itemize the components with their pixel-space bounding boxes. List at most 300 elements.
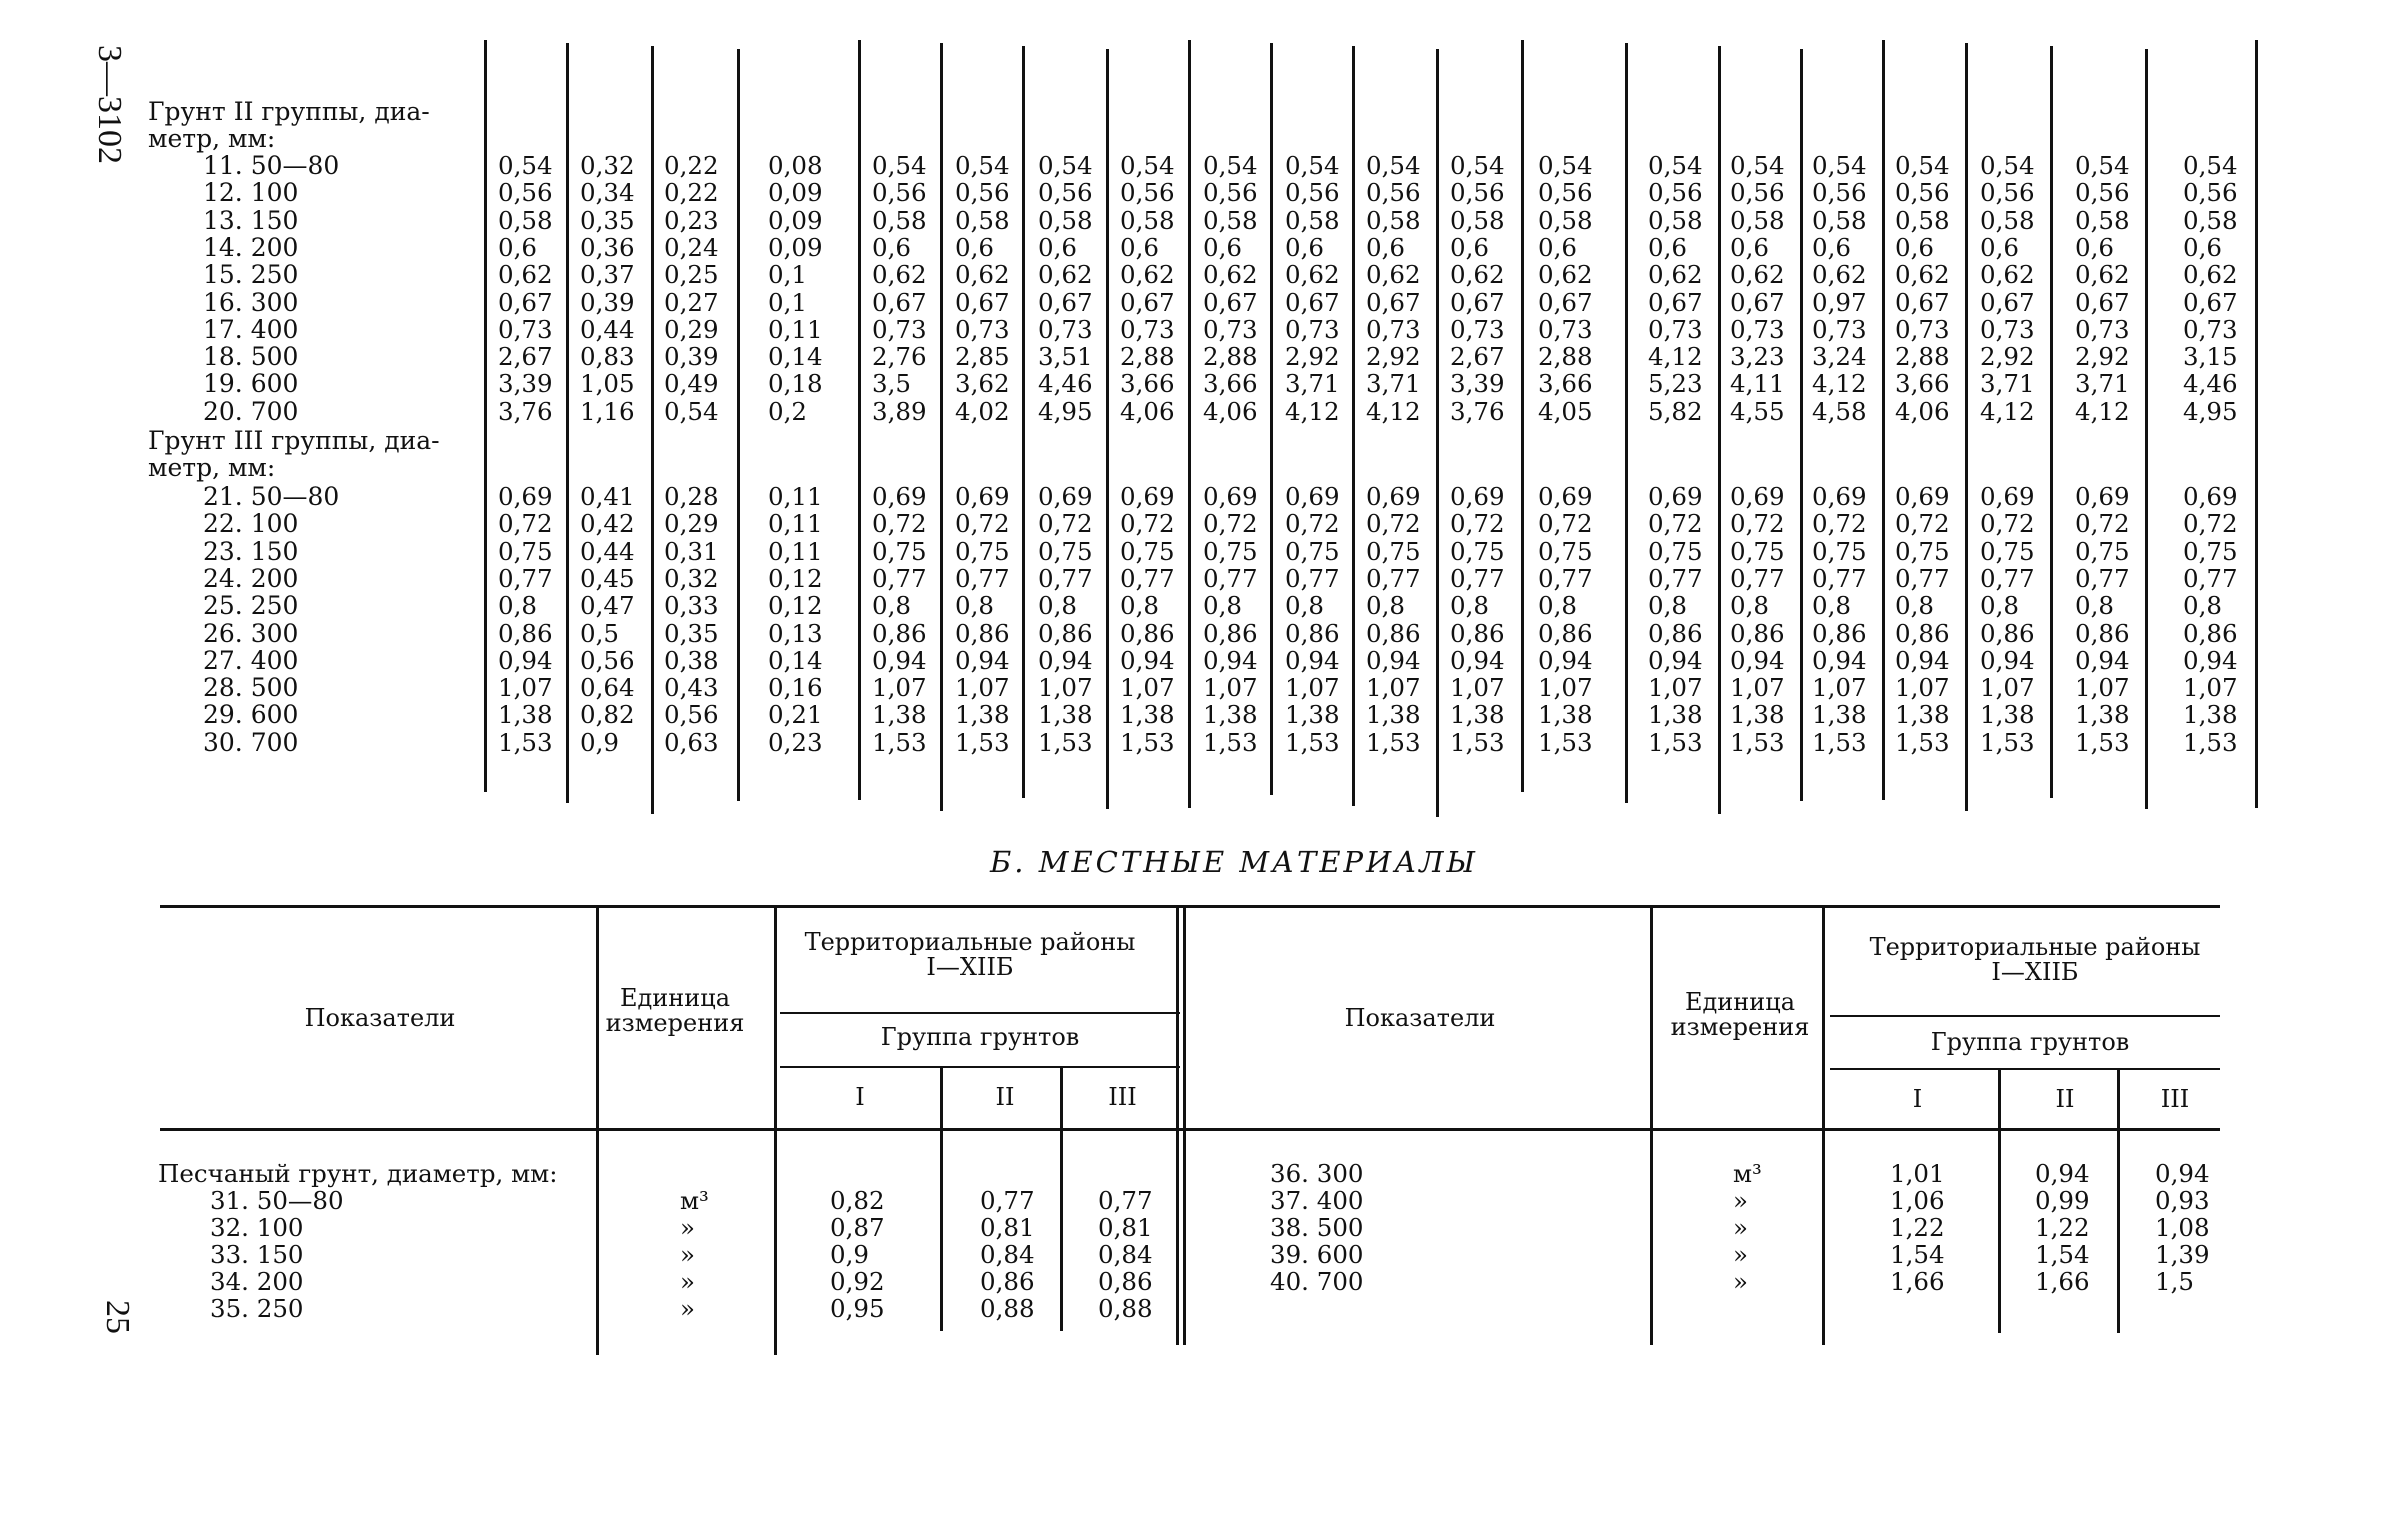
table-cell: 0,43 — [664, 673, 719, 703]
table-cell: 0,77 — [1812, 563, 1867, 593]
table-cell: 0,67 — [1038, 287, 1093, 317]
table-cell: 0,73 — [2075, 314, 2130, 344]
table-cell: 0,77 — [1038, 563, 1093, 593]
table-cell: 0,6 — [1038, 232, 1077, 262]
unit-cell: » — [680, 1213, 695, 1242]
table-cell: 0,67 — [1895, 287, 1950, 317]
table-cell: 4,12 — [1285, 396, 1340, 426]
table-cell: 0,39 — [580, 287, 635, 317]
unit-cell: » — [1733, 1240, 1748, 1269]
value-group-i: 0,87 — [830, 1213, 885, 1242]
table-cell: 2,92 — [2075, 342, 2130, 372]
table-top-rule — [160, 905, 2220, 908]
table-cell: 0,58 — [1648, 205, 1703, 235]
table-cell: 0,29 — [664, 314, 719, 344]
table-cell: 0,77 — [1366, 563, 1421, 593]
table-cell: 0,8 — [1538, 591, 1577, 621]
header-group-ii-right: II — [2055, 1085, 2075, 1113]
table-cell: 0,54 — [872, 151, 927, 180]
table-cell: 0,56 — [955, 178, 1010, 208]
table-cell: 0,58 — [1812, 205, 1867, 235]
header-group-iii-left: III — [1108, 1083, 1137, 1111]
table-cell: 1,38 — [1648, 700, 1703, 730]
table-cell: 1,38 — [872, 700, 927, 730]
table-cell: 0,56 — [1980, 178, 2035, 208]
table-cell: 1,07 — [1366, 673, 1421, 703]
table-cell: 1,53 — [872, 727, 927, 757]
table-cell: 0,8 — [955, 591, 994, 621]
table-cell: 0,58 — [1038, 205, 1093, 235]
table-cell: 1,38 — [1730, 700, 1785, 730]
table-cell: 2,88 — [1895, 342, 1950, 372]
table-cell: 0,94 — [955, 645, 1010, 675]
table-cell: 0,6 — [2075, 232, 2114, 262]
table-cell: 0,6 — [1450, 232, 1489, 262]
table-cell: 0,86 — [1812, 618, 1867, 648]
table-cell: 0,77 — [2183, 563, 2238, 593]
table-cell: 0,77 — [955, 563, 1010, 593]
table-cell: 0,31 — [664, 536, 719, 566]
table-cell: 0,75 — [1203, 536, 1258, 566]
table-cell: 0,23 — [664, 205, 719, 235]
group2-header-line2: метр, мм: — [148, 124, 276, 153]
table-cell: 0,75 — [1812, 536, 1867, 566]
table-cell: 0,67 — [1366, 287, 1421, 317]
table-cell: 0,35 — [664, 618, 719, 648]
table-cell: 0,75 — [1038, 536, 1093, 566]
table-cell: 0,69 — [955, 482, 1010, 511]
table-cell: 0,16 — [768, 673, 823, 703]
table-cell: 1,53 — [1120, 727, 1175, 757]
regions-rule-left — [780, 1012, 1180, 1014]
column-rule — [940, 43, 943, 811]
value-group-iii: 0,84 — [1098, 1240, 1153, 1269]
table-cell: 0,8 — [1366, 591, 1405, 621]
value-group-ii: 1,22 — [2035, 1213, 2090, 1242]
table-cell: 0,75 — [1366, 536, 1421, 566]
table-cell: 0,8 — [1980, 591, 2019, 621]
table-cell: 1,07 — [872, 673, 927, 703]
table-cell: 0,72 — [1285, 509, 1340, 539]
table-cell: 0,75 — [1980, 536, 2035, 566]
table-cell: 0,73 — [1120, 314, 1175, 344]
table-cell: 0,8 — [1038, 591, 1077, 621]
table-cell: 0,62 — [955, 260, 1010, 290]
table-cell: 0,62 — [2075, 260, 2130, 290]
table-cell: 3,5 — [872, 369, 911, 399]
table-cell: 1,07 — [2183, 673, 2238, 703]
table-cell: 0,44 — [580, 536, 635, 566]
table-cell: 0,62 — [1203, 260, 1258, 290]
table-cell: 0,6 — [1285, 232, 1324, 262]
table-cell: 0,75 — [955, 536, 1010, 566]
sand-group-label: Песчаный грунт, диаметр, мм: — [158, 1159, 558, 1188]
table-cell: 0,54 — [1203, 151, 1258, 180]
table-cell: 0,77 — [1895, 563, 1950, 593]
table-cell: 1,07 — [498, 673, 553, 703]
table-cell: 0,37 — [580, 260, 635, 290]
table-cell: 0,86 — [2183, 618, 2238, 648]
table-cell: 0,62 — [1038, 260, 1093, 290]
table-cell: 0,86 — [1895, 618, 1950, 648]
table-cell: 1,07 — [1285, 673, 1340, 703]
value-group-i: 1,54 — [1890, 1240, 1945, 1269]
table-cell: 0,41 — [580, 482, 635, 511]
table-cell: 0,86 — [1285, 618, 1340, 648]
table-cell: 0,86 — [1366, 618, 1421, 648]
table-cell: 4,55 — [1730, 396, 1785, 426]
table-cell: 3,71 — [1980, 369, 2035, 399]
table-cell: 1,38 — [1450, 700, 1505, 730]
table-cell: 1,07 — [1120, 673, 1175, 703]
table-cell: 0,94 — [1730, 645, 1785, 675]
table-cell: 1,38 — [955, 700, 1010, 730]
table-cell: 0,22 — [664, 151, 719, 180]
table-cell: 0,54 — [498, 151, 553, 180]
table-cell: 0,28 — [664, 482, 719, 511]
table-cell: 0,86 — [498, 618, 553, 648]
table-cell: 4,46 — [1038, 369, 1093, 399]
table-cell: 1,38 — [1038, 700, 1093, 730]
unit-cell: » — [1733, 1186, 1748, 1215]
table-cell: 2,88 — [1203, 342, 1258, 372]
table-cell: 0,73 — [1203, 314, 1258, 344]
column-rule — [1718, 46, 1721, 814]
table-cell: 0,94 — [1538, 645, 1593, 675]
table-cell: 3,51 — [1038, 342, 1093, 372]
table-cell: 0,54 — [1730, 151, 1785, 180]
table-cell: 0,6 — [1980, 232, 2019, 262]
table-cell: 0,94 — [1120, 645, 1175, 675]
table-cell: 1,07 — [2075, 673, 2130, 703]
table-cell: 3,76 — [1450, 396, 1505, 426]
table-cell: 1,53 — [1538, 727, 1593, 757]
column-rule — [2050, 46, 2053, 798]
table-cell: 1,07 — [1730, 673, 1785, 703]
table-cell: 0,8 — [1450, 591, 1489, 621]
table-cell: 0,56 — [664, 700, 719, 730]
row-label: 29. 600 — [203, 700, 299, 730]
table-cell: 3,66 — [1203, 369, 1258, 399]
table-cell: 0,56 — [2183, 178, 2238, 208]
value-group-ii: 0,81 — [980, 1213, 1035, 1242]
vrule-unit-left — [596, 905, 599, 1355]
table-cell: 0,12 — [768, 591, 823, 621]
table-cell: 1,53 — [1730, 727, 1785, 757]
table-cell: 0,77 — [1980, 563, 2035, 593]
table-cell: 0,13 — [768, 618, 823, 648]
table-cell: 0,54 — [1980, 151, 2035, 180]
table-cell: 0,9 — [580, 727, 619, 757]
table-cell: 0,75 — [1895, 536, 1950, 566]
vrule-gi-gii-right — [1998, 1068, 2001, 1333]
row-label: 11. 50—80 — [203, 151, 340, 180]
table-cell: 0,67 — [1980, 287, 2035, 317]
table-cell: 0,54 — [1812, 151, 1867, 180]
table-cell: 4,12 — [1980, 396, 2035, 426]
table-cell: 0,62 — [1450, 260, 1505, 290]
row-label: 28. 500 — [203, 673, 299, 703]
table-cell: 4,12 — [1648, 342, 1703, 372]
table-cell: 0,69 — [2183, 482, 2238, 511]
table-cell: 0,77 — [1120, 563, 1175, 593]
header-unit-left: Единица измерения — [605, 984, 745, 1037]
table-cell: 0,29 — [664, 509, 719, 539]
header-group-i-right: I — [1912, 1085, 1923, 1113]
table-cell: 0,69 — [1980, 482, 2035, 511]
table-cell: 3,66 — [1538, 369, 1593, 399]
table-cell: 1,16 — [580, 396, 635, 426]
table-cell: 0,54 — [955, 151, 1010, 180]
header-soil-group-right: Группа грунтов — [1930, 1028, 2130, 1056]
table-cell: 0,94 — [1980, 645, 2035, 675]
table-cell: 0,67 — [498, 287, 553, 317]
table-cell: 0,86 — [1980, 618, 2035, 648]
table-cell: 1,38 — [2183, 700, 2238, 730]
table-cell: 0,56 — [1895, 178, 1950, 208]
table-cell: 0,62 — [2183, 260, 2238, 290]
document-code: 3—3102 — [91, 45, 128, 164]
table-cell: 0,67 — [1538, 287, 1593, 317]
table-cell: 1,53 — [1285, 727, 1340, 757]
table-cell: 0,86 — [1450, 618, 1505, 648]
table-cell: 4,12 — [1366, 396, 1421, 426]
column-rule — [1521, 40, 1524, 792]
row-label: 33. 150 — [210, 1240, 304, 1269]
table-cell: 0,54 — [1895, 151, 1950, 180]
header-regions-left: Территориальные районы I—XIIБ — [804, 928, 1136, 981]
table-cell: 0,94 — [2183, 645, 2238, 675]
table-cell: 0,8 — [1120, 591, 1159, 621]
table-cell: 0,69 — [1120, 482, 1175, 511]
unit-cell: » — [1733, 1267, 1748, 1296]
table-cell: 0,6 — [1203, 232, 1242, 262]
table-cell: 0,6 — [2183, 232, 2222, 262]
table-cell: 0,67 — [1730, 287, 1785, 317]
table-cell: 0,94 — [1812, 645, 1867, 675]
table-cell: 0,77 — [872, 563, 927, 593]
table-cell: 0,11 — [768, 509, 823, 539]
table-cell: 0,56 — [1285, 178, 1340, 208]
group2-header-line1: Грунт II группы, диа- — [148, 97, 430, 126]
table-cell: 0,56 — [2075, 178, 2130, 208]
table-cell: 0,94 — [872, 645, 927, 675]
table-cell: 0,62 — [498, 260, 553, 290]
table-cell: 0,8 — [1285, 591, 1324, 621]
table-cell: 0,69 — [1895, 482, 1950, 511]
table-cell: 1,53 — [1203, 727, 1258, 757]
table-cell: 0,6 — [1538, 232, 1577, 262]
table-cell: 0,62 — [1366, 260, 1421, 290]
column-rule — [1106, 49, 1109, 809]
table-cell: 0,25 — [664, 260, 719, 290]
table-cell: 0,86 — [1120, 618, 1175, 648]
table-cell: 0,72 — [2075, 509, 2130, 539]
table-cell: 2,67 — [498, 342, 553, 372]
table-cell: 2,92 — [1980, 342, 2035, 372]
table-cell: 0,73 — [1980, 314, 2035, 344]
table-cell: 0,75 — [2075, 536, 2130, 566]
column-rule — [2255, 40, 2258, 808]
table-cell: 0,58 — [1366, 205, 1421, 235]
table-cell: 0,54 — [1366, 151, 1421, 180]
table-cell: 0,72 — [1038, 509, 1093, 539]
table-cell: 0,86 — [1203, 618, 1258, 648]
soil-group-rule-left — [780, 1066, 1180, 1068]
table-cell: 0,75 — [872, 536, 927, 566]
table-cell: 0,56 — [1038, 178, 1093, 208]
table-cell: 0,73 — [1285, 314, 1340, 344]
table-cell: 0,54 — [1648, 151, 1703, 180]
table-cell: 0,6 — [1120, 232, 1159, 262]
table-cell: 0,73 — [498, 314, 553, 344]
table-cell: 2,88 — [1120, 342, 1175, 372]
unit-cell: » — [680, 1240, 695, 1269]
column-rule — [1882, 40, 1885, 800]
table-cell: 1,38 — [1366, 700, 1421, 730]
table-cell: 0,58 — [872, 205, 927, 235]
table-cell: 0,62 — [1895, 260, 1950, 290]
table-cell: 0,75 — [1730, 536, 1785, 566]
table-cell: 1,38 — [1203, 700, 1258, 730]
vrule-gii-giii-left — [1060, 1066, 1063, 1331]
table-cell: 0,69 — [1366, 482, 1421, 511]
table-cell: 1,53 — [1366, 727, 1421, 757]
table-cell: 0,69 — [2075, 482, 2130, 511]
table-cell: 0,67 — [1120, 287, 1175, 317]
table-cell: 0,67 — [1648, 287, 1703, 317]
row-label: 27. 400 — [203, 645, 299, 675]
value-group-i: 1,22 — [1890, 1213, 1945, 1242]
table-cell: 1,05 — [580, 369, 635, 399]
table-cell: 1,53 — [1450, 727, 1505, 757]
value-group-ii: 0,77 — [980, 1186, 1035, 1215]
table-cell: 0,6 — [1366, 232, 1405, 262]
table-cell: 0,77 — [1450, 563, 1505, 593]
table-cell: 0,45 — [580, 563, 635, 593]
table-cell: 0,83 — [580, 342, 635, 372]
column-rule — [566, 43, 569, 803]
table-cell: 1,53 — [2183, 727, 2238, 757]
column-rule — [1188, 40, 1191, 808]
table-cell: 0,86 — [1538, 618, 1593, 648]
column-rule — [1625, 43, 1628, 803]
table-cell: 0,27 — [664, 287, 719, 317]
row-label: 19. 600 — [203, 369, 299, 399]
row-label: 14. 200 — [203, 232, 299, 262]
table-cell: 0,6 — [955, 232, 994, 262]
table-cell: 0,94 — [1648, 645, 1703, 675]
table-cell: 0,56 — [1812, 178, 1867, 208]
table-cell: 0,32 — [664, 563, 719, 593]
table-cell: 1,07 — [1648, 673, 1703, 703]
table-cell: 0,73 — [1648, 314, 1703, 344]
table-cell: 0,64 — [580, 673, 635, 703]
table-cell: 2,88 — [1538, 342, 1593, 372]
header-indicators-right: Показатели — [1344, 1004, 1496, 1032]
table-cell: 1,38 — [1285, 700, 1340, 730]
table-cell: 0,34 — [580, 178, 635, 208]
table-cell: 0,69 — [1730, 482, 1785, 511]
table-cell: 4,95 — [2183, 396, 2238, 426]
table-cell: 1,07 — [1812, 673, 1867, 703]
table-cell: 4,11 — [1730, 369, 1785, 399]
row-label: 30. 700 — [203, 727, 299, 757]
table-cell: 0,86 — [955, 618, 1010, 648]
table-cell: 0,63 — [664, 727, 719, 757]
table-cell: 3,66 — [1120, 369, 1175, 399]
table-cell: 0,58 — [1895, 205, 1950, 235]
table-cell: 3,24 — [1812, 342, 1867, 372]
table-cell: 0,73 — [1450, 314, 1505, 344]
table-cell: 2,92 — [1366, 342, 1421, 372]
column-rule — [1270, 43, 1273, 795]
table-cell: 0,09 — [768, 205, 823, 235]
value-group-iii: 1,5 — [2155, 1267, 2194, 1296]
table-cell: 0,75 — [2183, 536, 2238, 566]
table-cell: 0,73 — [2183, 314, 2238, 344]
table-cell: 0,75 — [1538, 536, 1593, 566]
table-cell: 3,23 — [1730, 342, 1785, 372]
table-cell: 0,72 — [1812, 509, 1867, 539]
column-rule — [1800, 49, 1803, 801]
table-cell: 0,8 — [1648, 591, 1687, 621]
table-cell: 0,62 — [1980, 260, 2035, 290]
table-cell: 1,38 — [1980, 700, 2035, 730]
table-cell: 1,53 — [1648, 727, 1703, 757]
table-cell: 0,42 — [580, 509, 635, 539]
table-cell: 0,6 — [1648, 232, 1687, 262]
table-cell: 4,12 — [2075, 396, 2130, 426]
table-cell: 0,72 — [1648, 509, 1703, 539]
table-cell: 5,82 — [1648, 396, 1703, 426]
column-rule — [737, 49, 740, 801]
table-cell: 0,67 — [1285, 287, 1340, 317]
table-cell: 0,77 — [1538, 563, 1593, 593]
table-cell: 0,67 — [2075, 287, 2130, 317]
table-cell: 0,54 — [1038, 151, 1093, 180]
value-group-i: 0,9 — [830, 1240, 869, 1269]
table-cell: 0,8 — [1203, 591, 1242, 621]
vrule-gii-giii-right — [2117, 1068, 2120, 1333]
table-cell: 0,94 — [1450, 645, 1505, 675]
table-cell: 0,54 — [2075, 151, 2130, 180]
table-cell: 0,54 — [1538, 151, 1593, 180]
table-cell: 1,07 — [1203, 673, 1258, 703]
table-cell: 1,53 — [1980, 727, 2035, 757]
table-cell: 0,77 — [2075, 563, 2130, 593]
table-cell: 0,54 — [664, 396, 719, 426]
section-title: Б. МЕСТНЫЕ МАТЕРИАЛЫ — [990, 845, 1479, 879]
table-cell: 0,09 — [768, 178, 823, 208]
unit-cell: м³ — [680, 1186, 709, 1215]
table-cell: 0,22 — [664, 178, 719, 208]
header-indicators-left: Показатели — [304, 1004, 456, 1032]
table-cell: 0,86 — [2075, 618, 2130, 648]
header-regions-right: Территориальные районы I—XIIБ — [1869, 933, 2201, 986]
table-cell: 0,77 — [1285, 563, 1340, 593]
unit-cell: » — [680, 1294, 695, 1323]
table-cell: 0,69 — [1450, 482, 1505, 511]
table-cell: 0,33 — [664, 591, 719, 621]
table-cell: 0,11 — [768, 314, 823, 344]
table-cell: 0,6 — [498, 232, 537, 262]
table-cell: 0,72 — [1730, 509, 1785, 539]
row-label: 17. 400 — [203, 314, 299, 344]
table-cell: 0,56 — [1538, 178, 1593, 208]
table-cell: 0,73 — [955, 314, 1010, 344]
table-cell: 4,06 — [1203, 396, 1258, 426]
